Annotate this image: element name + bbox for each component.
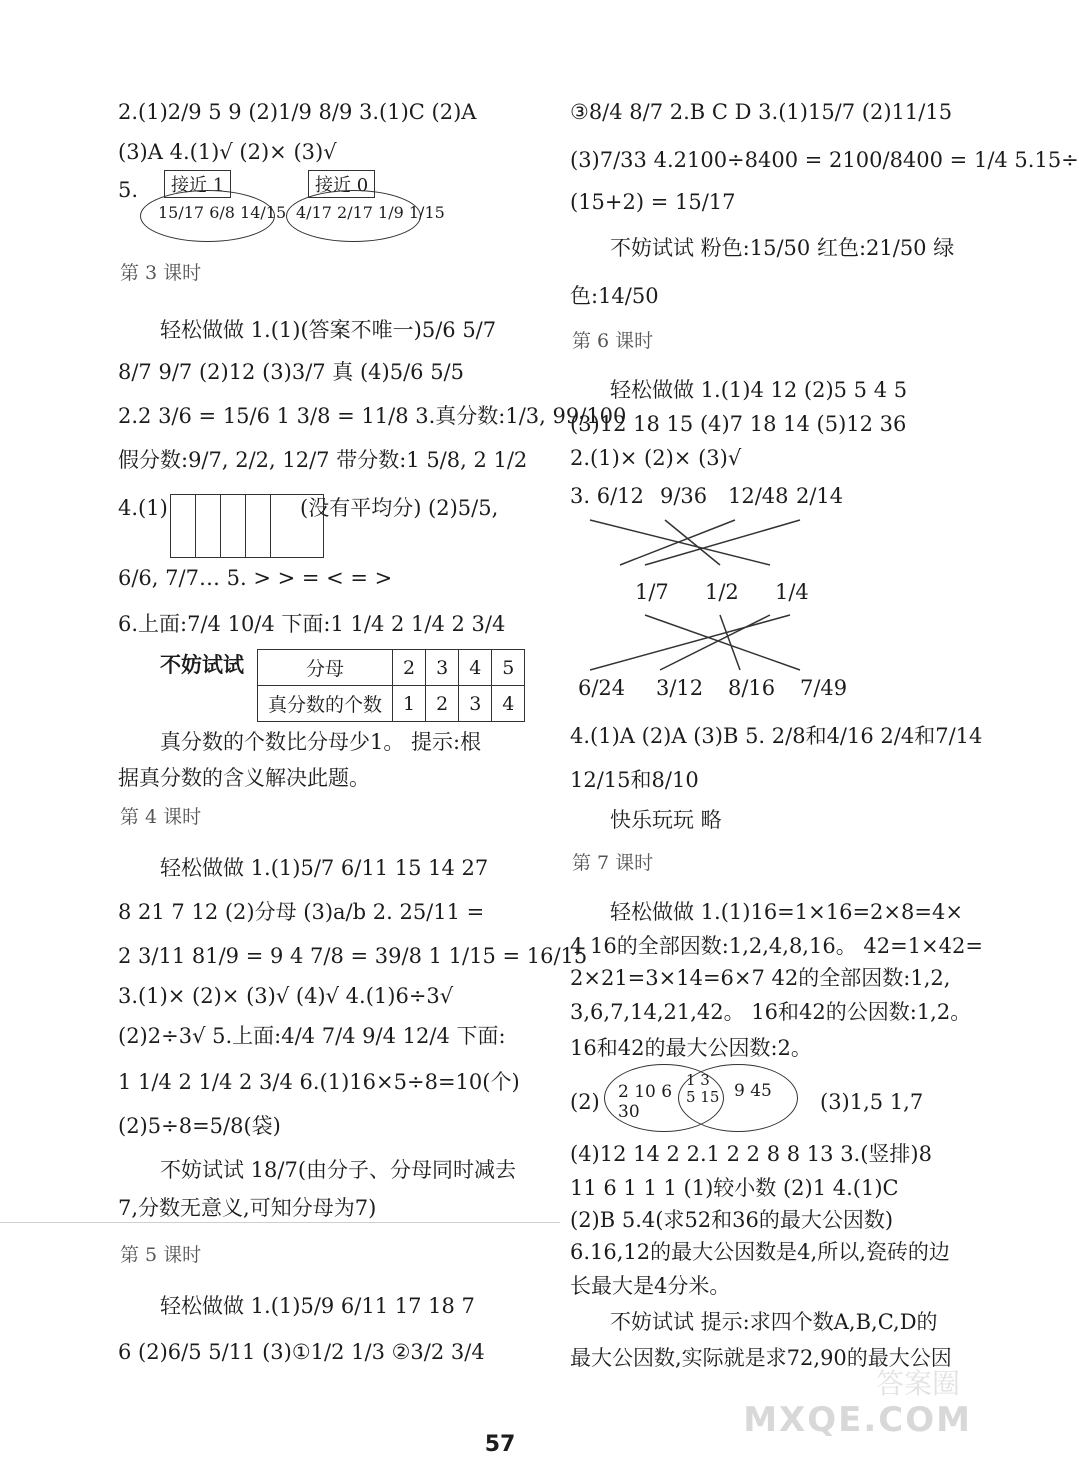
match-line bbox=[645, 520, 800, 565]
left-line-1: 2.(1)2/9 5 9 (2)1/9 8/9 3.(1)C (2)A bbox=[118, 100, 477, 124]
s3-line-3: 2.2 3/6 = 15/6 1 3/8 = 11/8 3.真分数:1/3, 99/100 bbox=[118, 404, 627, 428]
s7-line-2: 4 16的全部因数:1,2,4,8,16。 42=1×42= bbox=[570, 934, 983, 958]
fold-line bbox=[0, 1222, 560, 1223]
match-line bbox=[660, 615, 770, 670]
s6-line-1: 轻松做做 1.(1)4 12 (2)5 5 4 5 bbox=[610, 378, 908, 402]
s7-line-4: 3,6,7,14,21,42。 16和42的公因数:1,2。 bbox=[570, 1000, 972, 1024]
near-0-items: 4/17 2/17 1/9 1/15 bbox=[296, 203, 445, 222]
s3-line-4: 假分数:9/7, 2/2, 12/7 带分数:1 5/8, 2 1/2 bbox=[118, 448, 528, 472]
s4-line-9: 7,分数无意义,可知分母为7) bbox=[118, 1196, 377, 1220]
match-top-1: 3. 6/12 bbox=[570, 484, 644, 508]
section-3-heading: 第 3 课时 bbox=[120, 262, 202, 284]
right-line-4: 不妨试试 粉色:15/50 红色:21/50 绿 bbox=[610, 236, 955, 260]
s5-line-2: 6 (2)6/5 5/11 (3)①1/2 1/3 ②3/2 3/4 bbox=[118, 1340, 485, 1364]
venn-diagram bbox=[604, 1064, 800, 1134]
s7-line-8: (2)B 5.4(求52和36的最大公因数) bbox=[570, 1208, 894, 1232]
match-line bbox=[590, 615, 790, 670]
right-line-2: (3)7/33 4.2100÷8400 = 2100/8400 = 1/4 5.15÷ bbox=[570, 148, 1079, 172]
s3-line-7: 6.上面:7/4 10/4 下面:1 1/4 2 1/4 2 3/4 bbox=[118, 612, 506, 636]
match-bot-4: 7/49 bbox=[800, 676, 848, 700]
s4-line-4: 3.(1)× (2)× (3)√ (4)√ 4.(1)6÷3√ bbox=[118, 984, 454, 1008]
s7-line-6: (4)12 14 2 2.1 2 2 8 8 13 3.(竖排)8 bbox=[570, 1142, 932, 1166]
right-line-1: ③8/4 8/7 2.B C D 3.(1)15/7 (2)11/15 bbox=[570, 100, 953, 124]
match-mid-2: 1/2 bbox=[705, 580, 739, 604]
table-row bbox=[258, 686, 525, 722]
match-bot-1: 6/24 bbox=[578, 676, 626, 700]
table-row bbox=[258, 650, 525, 686]
match-line bbox=[620, 520, 735, 565]
s7-line-1: 轻松做做 1.(1)16=1×16=2×8=4× bbox=[610, 900, 963, 924]
match-mid-1: 1/7 bbox=[635, 580, 669, 604]
s7-line-12: 最大公因数,实际就是求72,90的最大公因 bbox=[570, 1346, 952, 1370]
proper-fraction-table bbox=[257, 649, 525, 722]
table-cell: 2 bbox=[393, 650, 426, 686]
table-cell: 4 bbox=[459, 650, 492, 686]
table-cell: 3 bbox=[459, 686, 492, 722]
s4-line-3: 2 3/11 81/9 = 9 4 7/8 = 39/8 1 1/15 = 16/15 bbox=[118, 944, 588, 968]
s4-line-7: (2)5÷8=5/8(袋) bbox=[118, 1114, 281, 1138]
s4-line-5: (2)2÷3√ 5.上面:4/4 7/4 9/4 12/4 下面: bbox=[118, 1024, 506, 1048]
section-6-heading: 第 6 课时 bbox=[572, 330, 654, 352]
left-line-3-prefix: 5. bbox=[118, 178, 139, 202]
watermark-text: MXQE.COM bbox=[743, 1400, 972, 1440]
section-4-heading: 第 4 课时 bbox=[120, 806, 202, 828]
match-mid-3: 1/4 bbox=[775, 580, 809, 604]
s3-line-2: 8/7 9/7 (2)12 (3)3/7 真 (4)5/6 5/5 bbox=[118, 360, 464, 384]
s7-line-9: 6.16,12的最大公因数是4,所以,瓷砖的边 bbox=[570, 1240, 950, 1264]
s7-line-7: 11 6 1 1 1 (1)较小数 (2)1 4.(1)C bbox=[570, 1176, 899, 1200]
match-bot-3: 8/16 bbox=[728, 676, 776, 700]
s3-line-8: 真分数的个数比分母少1。 提示:根 bbox=[160, 730, 482, 754]
s3-line-9: 据真分数的含义解决此题。 bbox=[118, 766, 370, 790]
s6-line-5: 12/15和8/10 bbox=[570, 768, 699, 792]
s3-line-5a: 4.(1) bbox=[118, 496, 168, 520]
match-top-2: 9/36 bbox=[660, 484, 708, 508]
section-5-heading: 第 5 课时 bbox=[120, 1244, 202, 1266]
s3-line-1: 轻松做做 1.(1)(答案不唯一)5/6 5/7 bbox=[160, 318, 497, 342]
s6-line-6: 快乐玩玩 略 bbox=[610, 808, 722, 832]
right-line-5: 色:14/50 bbox=[570, 284, 659, 308]
s7-line-3: 2×21=3×14=6×7 42的全部因数:1,2, bbox=[570, 966, 951, 990]
near-1-label: 接近 1 bbox=[164, 170, 231, 198]
near-1-group bbox=[140, 170, 287, 242]
match-line bbox=[665, 520, 720, 565]
s4-line-8: 不妨试试 18/7(由分子、分母同时减去 bbox=[160, 1158, 517, 1182]
s3-try-label: 不妨试试 bbox=[160, 652, 244, 677]
page-number: 57 bbox=[484, 1432, 516, 1457]
s3-line-6: 6/6, 7/7… 5. > > = < = > bbox=[118, 566, 393, 590]
near-0-group bbox=[286, 170, 445, 242]
s4-line-6: 1 1/4 2 1/4 2 3/4 6.(1)16×5÷8=10(个) bbox=[118, 1070, 520, 1094]
left-line-2: (3)A 4.(1)√ (2)× (3)√ bbox=[118, 140, 337, 164]
venn-left-values: 2 10 6 30 bbox=[618, 1082, 673, 1123]
s5-line-1: 轻松做做 1.(1)5/9 6/11 17 18 7 bbox=[160, 1294, 475, 1318]
section-7-heading: 第 7 课时 bbox=[572, 852, 654, 874]
right-line-3: (15+2) = 15/17 bbox=[570, 190, 736, 214]
s3-line-5b: (没有平均分) (2)5/5, bbox=[300, 496, 499, 520]
s7-line-5: 16和42的最大公因数:2。 bbox=[570, 1036, 812, 1060]
s6-line-4: 4.(1)A (2)A (3)B 5. 2/8和4/16 2/4和7/14 bbox=[570, 724, 983, 748]
near-0-label: 接近 0 bbox=[308, 170, 375, 198]
s7-line-10: 长最大是4分米。 bbox=[570, 1274, 731, 1298]
table-cell: 1 bbox=[393, 686, 426, 722]
table-cell: 5 bbox=[492, 650, 525, 686]
match-top-4: 2/14 bbox=[796, 484, 844, 508]
s7-venn-prefix: (2) bbox=[570, 1090, 600, 1114]
match-bot-2: 3/12 bbox=[656, 676, 704, 700]
near-1-items: 15/17 6/8 14/15 bbox=[158, 203, 287, 222]
table-cell: 3 bbox=[426, 650, 459, 686]
s6-line-2: (3)12 18 15 (4)7 18 14 (5)12 36 bbox=[570, 412, 907, 436]
s4-line-2: 8 21 7 12 (2)分母 (3)a/b 2. 25/11 = bbox=[118, 900, 485, 924]
s7-venn-suffix: (3)1,5 1,7 bbox=[820, 1090, 924, 1114]
s7-line-11: 不妨试试 提示:求四个数A,B,C,D的 bbox=[610, 1310, 938, 1334]
s4-line-1: 轻松做做 1.(1)5/7 6/11 15 14 27 bbox=[160, 856, 489, 880]
table-cell: 4 bbox=[492, 686, 525, 722]
venn-right-values: 9 45 bbox=[734, 1081, 772, 1101]
match-line bbox=[590, 520, 770, 565]
table-cell: 真分数的个数 bbox=[258, 686, 393, 722]
table-cell: 2 bbox=[426, 686, 459, 722]
s6-line-3: 2.(1)× (2)× (3)√ bbox=[570, 446, 742, 470]
table-cell: 分母 bbox=[258, 650, 393, 686]
watermark-logo: 答案圈 bbox=[875, 1367, 960, 1400]
match-top-3: 12/48 bbox=[728, 484, 789, 508]
venn-mid-values: 1 3 5 15 bbox=[686, 1071, 720, 1106]
